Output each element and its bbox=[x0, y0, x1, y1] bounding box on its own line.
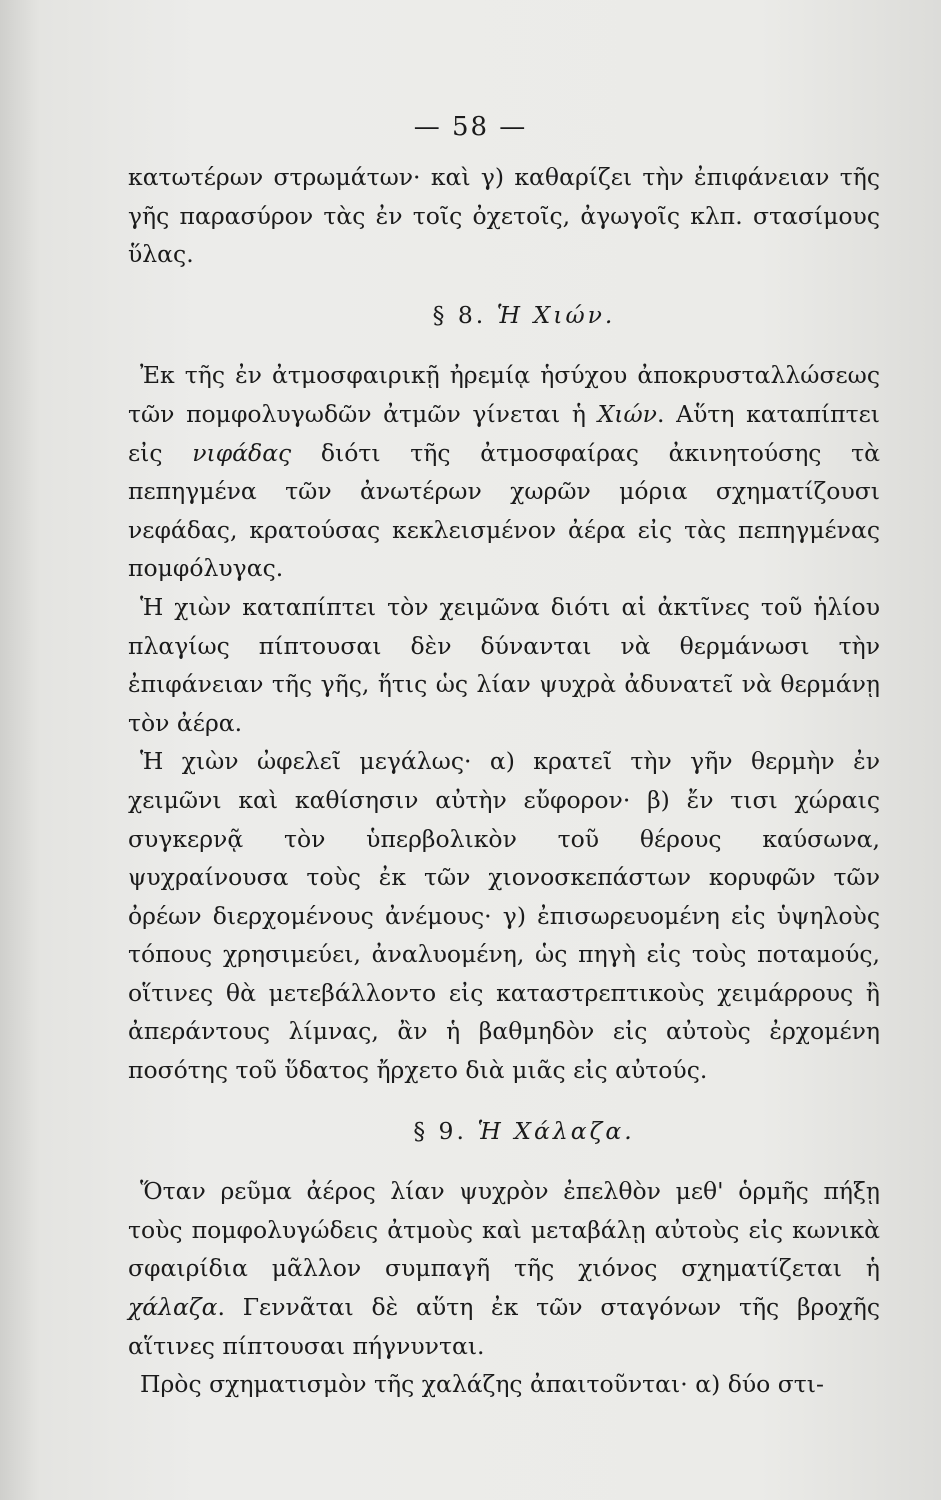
paragraph-continuation: κατωτέρων στρωμάτων· καὶ γ) καθαρίζει τὴν ἐπιφάνειαν τῆς γῆς παρασύρον τὰς ἐν τοῖς ὀχετοῖς, ἀγωγοῖς κλπ. στασίμους ὕλας. bbox=[128, 163, 880, 269]
text-run: διότι τῆς ἀτμοσφαίρας ἀκινητούσης τὰ πεπηγμένα τῶν ἀνωτέρων χωρῶν μόρια σχηματίζουσι νεφάδας, κρατούσας κεκλεισμένον ἀέρα εἰς τὰς πεπηγμένας πομφόλυγας. bbox=[128, 438, 880, 583]
section-number: § 9. bbox=[413, 1116, 467, 1145]
emphasis-term: χάλαζα bbox=[128, 1293, 218, 1322]
paragraph-hail-formation bbox=[128, 1172, 880, 1365]
paragraph-snow-winter: Ἡ χιὼν καταπίπτει τὸν χειμῶνα διότι αἱ ἀκτῖνες τοῦ ἡλίου πλαγίως πίπτουσαι δὲν δύνανται νὰ θερμάνωσι τὴν ἐπιφάνειαν τῆς γῆς, ἥτις ὡς λίαν ψυχρὰ ἀδυνατεῖ νὰ θερμάνῃ τὸν ἀέρα. bbox=[128, 592, 880, 737]
paragraph-snow-benefits: Ἡ χιὼν ὠφελεῖ μεγάλως· α) κρατεῖ τὴν γῆν θερμὴν ἐν χειμῶνι καὶ καθίσησιν αὐτὴν εὔφορον· β) ἔν τισι χώραις συγκερνᾷ τὸν ὑπερβολικὸν τοῦ θέρους καύσωνα, ψυχραίνουσα τοὺς ἐκ τῶν χιονοσκεπάστων κορυφῶν τῶν ὀρέων διερχομένους ἀνέμους· γ) ἐπισωρευομένη εἰς ὑψηλοὺς τόπους χρησιμεύει, ἀναλυομένη, ὡς πηγὴ εἰς τοὺς ποταμούς, οἵτινες θὰ μετεβάλλοντο εἰς καταστρεπτικοὺς χειμάρρους ἢ ἀπεράντους λίμνας, ἂν ἡ βαθμηδὸν εἰς αὐτοὺς ἐρχομένη ποσότης τοῦ ὕδατος ἤρχετο διὰ μιᾶς εἰς αὐτούς. bbox=[128, 747, 880, 1085]
emphasis-term: Χιών bbox=[597, 399, 657, 428]
section-title: Ἡ Χιών. bbox=[496, 300, 616, 329]
section-heading-snow bbox=[128, 296, 880, 335]
text-run: Ἐκ τῆς ἐν ἀτμοσφαιρικῇ ἠρεμίᾳ ἡσύχου ἀποκρυσταλλώσεως τῶν πομφολυγωδῶν ἀτμῶν γίνεται ἡ bbox=[128, 361, 880, 428]
text-run: . Γεννᾶται δὲ αὕτη ἐκ τῶν σταγόνων τῆς βροχῆς αἵτινες πίπτουσαι πήγνυνται. bbox=[128, 1293, 880, 1360]
paragraph-snow-formation bbox=[128, 356, 880, 588]
section-heading-hail bbox=[128, 1112, 880, 1151]
page-number: — 58 — bbox=[413, 112, 528, 142]
text-run: . Αὕτη καταπίπτει εἰς bbox=[128, 399, 880, 467]
page-body bbox=[128, 158, 880, 1404]
section-number: § 8. bbox=[432, 300, 487, 329]
section-title: Ἡ Χάλαζα. bbox=[477, 1116, 635, 1145]
emphasis-term: νιφάδας bbox=[192, 438, 292, 467]
paragraph-hail-requirements: Πρὸς σχηματισμὸν τῆς χαλάζης ἀπαιτοῦνται· α) δύο στι- bbox=[140, 1370, 824, 1399]
text-run: Ὅταν ρεῦμα ἀέρος λίαν ψυχρὸν ἐπελθὸν μεθ' ὁρμῆς πήξῃ τοὺς πομφολυγώδεις ἀτμοὺς καὶ μεταβάλῃ αὐτοὺς εἰς κωνικὰ σφαιρίδια μᾶλλον συμπαγῆ τῆς χιόνος σχηματίζεται ἡ bbox=[128, 1177, 880, 1283]
